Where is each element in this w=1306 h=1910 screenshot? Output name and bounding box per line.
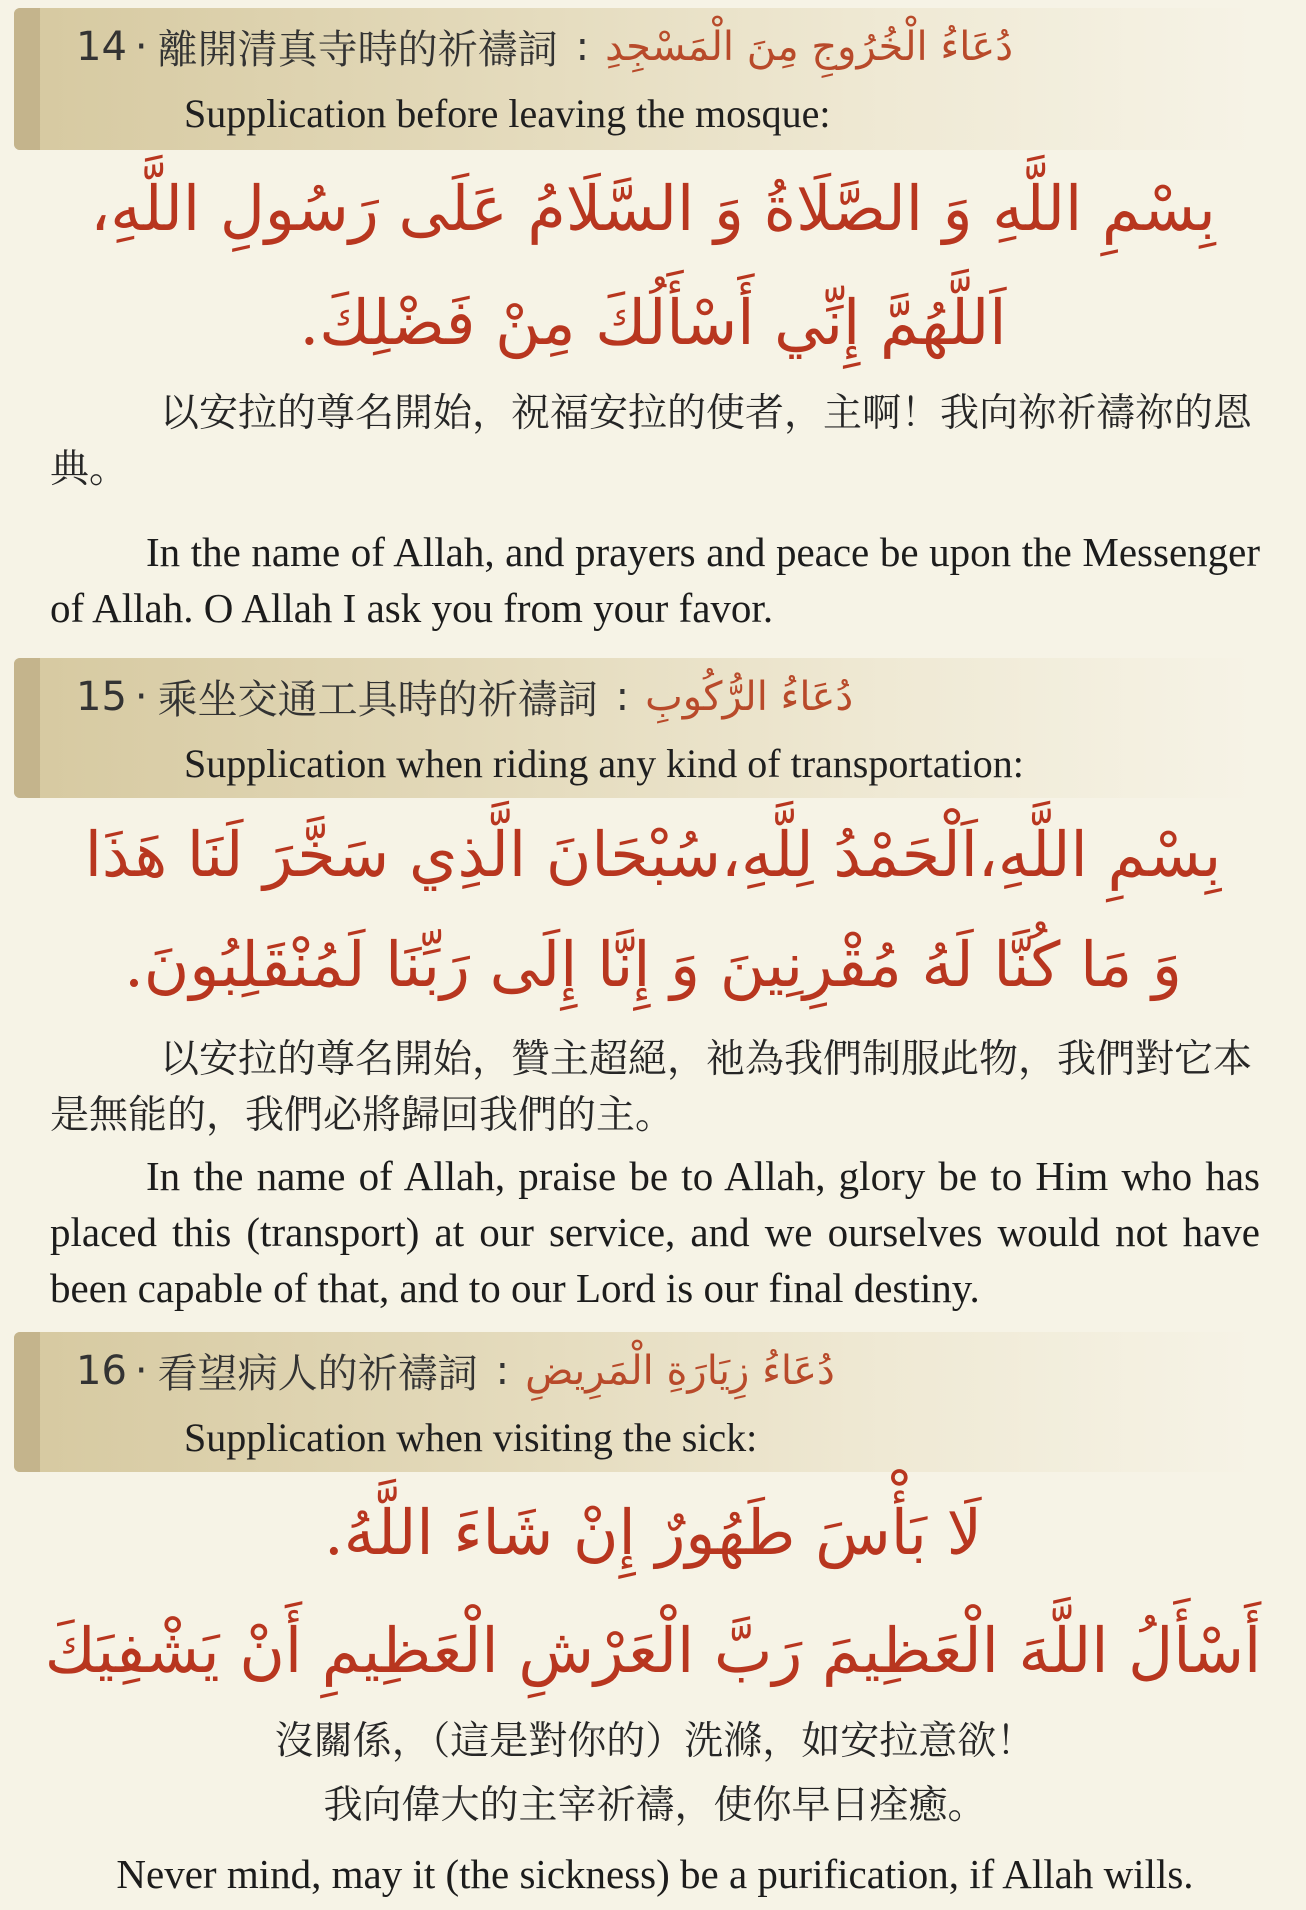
section-15-arabic-line-2: وَ مَا كُنَّا لَهُ مُقْرِنِينَ وَ إِنَّا إِلَى رَبِّنَا لَمُنْقَلِبُونَ. (124, 928, 1182, 1001)
section-15-header (14, 658, 1256, 798)
section-16-title-row (76, 1342, 835, 1399)
section-title-english: Supplication when visiting the sick: (184, 1415, 758, 1460)
section-15-chinese-translation: 以安拉的尊名開始，贊主超絕，祂為我們制服此物，我們對它本是無能的，我們必將歸回我們的主。 (50, 1037, 1253, 1138)
section-number: 16 (76, 1347, 127, 1394)
section-14-header (14, 8, 1256, 150)
section-title-chinese: 離開清真寺時的祈禱詞 (157, 27, 558, 73)
section-14-chinese-translation: 以安拉的尊名開始，祝福安拉的使者，主啊！我向祢祈禱祢的恩典。 (50, 391, 1253, 492)
section-separator: · (134, 23, 148, 70)
section-16-english-translation: Never mind, may it (the sickness) be a purification, if Allah wills. (116, 1851, 1194, 1897)
section-16-chinese-line-1: 沒關係，（這是對你的）洗滌，如安拉意欲！ (274, 1719, 1036, 1764)
header-accent-bar (14, 658, 40, 798)
section-15-arabic-line-1: بِسْمِ اللَّهِ،اَلْحَمْدُ لِلَّهِ،سُبْحَانَ الَّذِي سَخَّرَ لَنَا هَذَا (84, 818, 1222, 891)
section-title-arabic: دُعَاءُ الرُّكُوبِ (645, 673, 854, 720)
section-number: 14 (76, 23, 127, 70)
section-title-arabic: دُعَاءُ زِيَارَةِ الْمَرِيضِ (525, 1347, 835, 1394)
section-15-english-translation: In the name of Allah, praise be to Allah, glory be to Him who has placed this (transport) at our service, and we ourselves would not have been capable of that, and to our Lord is our final destiny. (50, 1153, 1260, 1311)
section-title-chinese: 看望病人的祈禱詞 (157, 1351, 478, 1397)
section-number: 15 (76, 673, 127, 720)
header-accent-bar (14, 1332, 40, 1472)
section-title-english: Supplication when riding any kind of transportation: (184, 741, 1024, 786)
section-15-title-row (76, 668, 853, 725)
section-14-arabic-line-1: بِسْمِ اللَّهِ وَ الصَّلَاةُ وَ السَّلَامُ عَلَى رَسُولِ اللَّهِ، (90, 172, 1216, 245)
section-16-chinese-line-2: 我向偉大的主宰祈禱，使你早日痊癒。 (323, 1783, 987, 1828)
section-14-english-translation: In the name of Allah, and prayers and peace be upon the Messenger of Allah. O Allah I ask you from your favor. (50, 529, 1260, 631)
section-16-arabic-line-1: لَا بَأْسَ طَهُورٌ إِنْ شَاءَ اللَّهُ. (324, 1496, 982, 1569)
section-14-arabic-line-2: اَللَّهُمَّ إِنِّي أَسْأَلُكَ مِنْ فَضْلِكَ. (299, 286, 1007, 359)
section-16-header (14, 1332, 1256, 1472)
section-14-title-row (76, 18, 1013, 75)
section-title-chinese: 乘坐交通工具時的祈禱詞 (157, 677, 598, 723)
section-separator: · (134, 1347, 148, 1394)
section-title-arabic: دُعَاءُ الْخُرُوجِ مِنَ الْمَسْجِدِ (605, 23, 1014, 70)
title-colon: : (575, 23, 590, 70)
section-title-english: Supplication before leaving the mosque: (184, 91, 831, 136)
section-16-arabic-line-2: أَسْأَلُ اللَّهَ الْعَظِيمَ رَبَّ الْعَرْشِ الْعَظِيمِ أَنْ يَشْفِيَكَ (44, 1614, 1262, 1687)
section-separator: · (134, 673, 148, 720)
title-colon: : (615, 673, 630, 720)
title-colon: : (495, 1347, 510, 1394)
header-accent-bar (14, 8, 40, 150)
